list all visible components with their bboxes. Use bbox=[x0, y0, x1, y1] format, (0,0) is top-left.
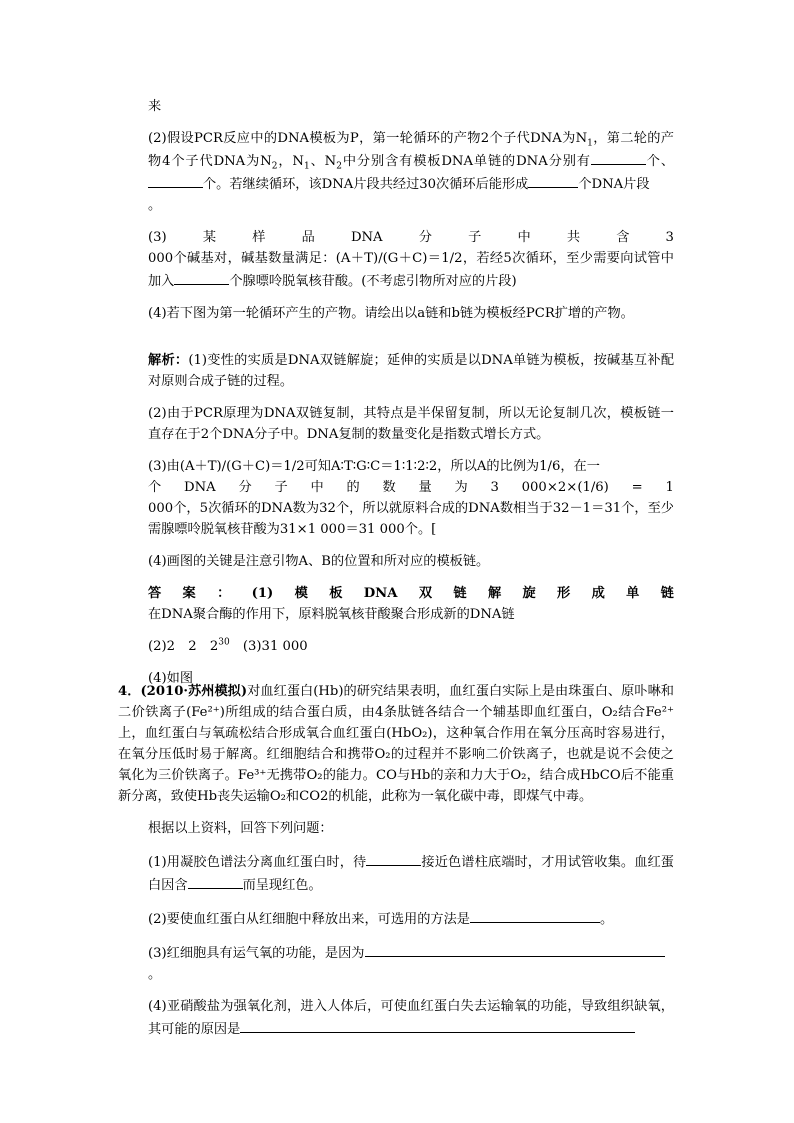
word: 分 bbox=[418, 230, 432, 245]
answer-blank[interactable] bbox=[366, 850, 421, 866]
word: 双 bbox=[418, 586, 433, 601]
q3-p2-text-d: 、N bbox=[309, 154, 337, 169]
word: 成 bbox=[591, 586, 605, 601]
word: 链 bbox=[660, 586, 674, 601]
q4-s1-text-a: (1)用凝胶色谱法分离血红蛋白时，待 bbox=[148, 855, 367, 870]
q4-s3-text-a: (3)红细胞具有运气氧的功能，是因为 bbox=[148, 946, 365, 961]
analysis-1-text: (1)变性的实质是DNA双链解旋；延伸的实质是以DNA单链为模板，按碱基互补配对原则合成子链的过程。 bbox=[148, 353, 675, 389]
q3-part-4: (4)若下图为第一轮循环产生的产物。请绘出以a链和b链为模板经PCR扩增的产物。 bbox=[148, 306, 634, 321]
word: 旋 bbox=[522, 586, 536, 601]
word: 模 bbox=[294, 586, 308, 601]
q3-p2-text-f: 个、 bbox=[645, 154, 675, 169]
word: 3 bbox=[490, 480, 499, 495]
word: = bbox=[631, 480, 643, 495]
word: 数 bbox=[382, 480, 396, 495]
word: 板 bbox=[329, 586, 343, 601]
q3-part-2 bbox=[148, 128, 674, 216]
word: DNA bbox=[363, 586, 398, 601]
q3-p3-text-b: 000个碱基对，碱基数量满足：(A＋T)/(G＋C)＝1/2，若经5次循环，至少需要向试管中加入 bbox=[148, 251, 674, 289]
word: 子 bbox=[468, 230, 482, 245]
word: 中 bbox=[310, 480, 324, 495]
question-stem-text: 对血红蛋白(Hb)的研究结果表明，血红蛋白实际上是由珠蛋白、原卟啉和二价铁离子(Fe²⁺)所组成的结合蛋白质，由4条肽链各结合一个辅基即血红蛋白，O₂结合Fe²⁺上，血红蛋白与氧疏松结合形成氧合血红蛋白(HbO₂)，这种氧合作用在氧分压高时容易进行，在氧分压低时易于解离。红细胞结合和携带O₂的过程并不影响二价铁离子，也就是说不会使之氧化为三价铁离子。Fe³⁺无携带O₂的能力。CO与Hb的亲和力大于O₂，结合成HbCO后不能重新分离，致使Hb丧失运输O₂和CO2的机能，此称为一氧化碳中毒，即煤气中毒。 bbox=[118, 684, 674, 804]
analysis-1 bbox=[148, 350, 674, 392]
exponent: 30 bbox=[218, 637, 230, 648]
word: 样 bbox=[252, 230, 266, 245]
word: 某 bbox=[202, 230, 217, 245]
q3-p2-end: 。 bbox=[148, 198, 162, 213]
analysis-3 bbox=[148, 456, 674, 540]
word: 案 bbox=[182, 586, 196, 601]
analysis-4: (4)画图的关键是注意引物A、B的位置和所对应的模板链。 bbox=[148, 554, 490, 569]
analysis-3-line-3: 000个，5次循环的DNA数为32个，所以就原料合成的DNA数相当于32－1＝31个，至少需腺嘌呤脱氧核苷酸为31×1 000＝31 000个。[ bbox=[148, 501, 674, 537]
q4-sub-4 bbox=[148, 996, 674, 1040]
answer-line-3 bbox=[148, 636, 674, 657]
q3-p2-text-e: 中分别含有模板DNA单链的DNA分别有 bbox=[341, 154, 591, 169]
word: ： bbox=[217, 586, 231, 601]
q4-s1-text-c: 而呈现红色。 bbox=[242, 878, 322, 893]
q3-p3-spread-line bbox=[148, 227, 674, 248]
word: 分 bbox=[238, 480, 252, 495]
word: 量 bbox=[418, 480, 432, 495]
analysis-2: (2)由于PCR原理为DNA双链复制，其特点是半保留复制，所以无论复制几次，模板链一直存在于2个DNA分子中。DNA复制的数量变化是指数式增长方式。 bbox=[148, 406, 674, 442]
answer-spread-line bbox=[148, 583, 674, 604]
word: 子 bbox=[274, 480, 288, 495]
answer-part-2: (2)2 2 2 bbox=[148, 639, 219, 654]
q4-s4-text-a: (4)亚硝酸盐为强氧化剂，进入人体后，可使血红蛋白失去运输氧的功能，导致组织缺氧，其可能的原因是 bbox=[148, 999, 674, 1037]
subscript-2b: 2 bbox=[336, 161, 342, 172]
word: 3 bbox=[665, 230, 674, 245]
word: 中 bbox=[517, 230, 531, 245]
q3-p2-text-g: 个。若继续循环，该DNA片段共经过30次循环后能形成 bbox=[203, 177, 529, 192]
question-4 bbox=[118, 681, 674, 1051]
subscript-2: 2 bbox=[271, 161, 278, 172]
q3-p2-text-b: ，第二轮的产物4个子代DNA为N bbox=[148, 131, 674, 169]
subscript-1: 1 bbox=[587, 138, 593, 149]
answer-blank[interactable] bbox=[188, 873, 243, 889]
word: 000×2×(1/6) bbox=[521, 480, 609, 495]
word: 形 bbox=[557, 586, 571, 601]
leading-text: 来 bbox=[148, 99, 162, 114]
q4-s2-text-b: 。 bbox=[600, 912, 614, 927]
q3-part-3 bbox=[148, 227, 674, 292]
word: 解 bbox=[487, 586, 502, 601]
answer-blank[interactable] bbox=[240, 1017, 635, 1033]
q4-stem bbox=[118, 681, 674, 807]
word: (3) bbox=[148, 230, 167, 245]
answer-line-4: (4)如图 bbox=[148, 671, 194, 686]
word: DNA bbox=[184, 480, 216, 495]
q4-prompt: 根据以上资料，回答下列问题： bbox=[148, 821, 333, 836]
word: 共 bbox=[566, 230, 581, 245]
q3-p3-text-c: 个腺嘌呤脱氧核苷酸。(不考虑引物所对应的片段) bbox=[229, 274, 517, 289]
word: 为 bbox=[454, 480, 468, 495]
answer-blank[interactable] bbox=[591, 149, 646, 165]
word: 链 bbox=[453, 586, 467, 601]
word: 品 bbox=[301, 230, 315, 245]
q4-s3-text-b: 。 bbox=[148, 967, 162, 982]
question-source: (2010·苏州模拟) bbox=[140, 684, 248, 699]
word: 单 bbox=[626, 586, 640, 601]
answer-line-2: 在DNA聚合酶的作用下，原料脱氧核苷酸聚合形成新的DNA链 bbox=[148, 607, 515, 622]
question-number: 4． bbox=[118, 684, 141, 699]
word: 个 bbox=[148, 480, 162, 495]
answer-blank[interactable] bbox=[174, 269, 229, 285]
answer-part-3: (3)31 000 bbox=[229, 639, 308, 654]
q4-sub-1 bbox=[148, 850, 674, 896]
q4-sub-2 bbox=[148, 907, 674, 930]
q3-p2-text-h: 个DNA片段 bbox=[578, 177, 650, 192]
q3-p2-text-a: (2)假设PCR反应中的DNA模板为P，第一轮循环的产物2个子代DNA为N bbox=[148, 131, 588, 146]
word: 含 bbox=[616, 230, 630, 245]
analysis-3-spread-line bbox=[148, 477, 674, 498]
q4-s1-text-b: 接近色谱柱底端时，才用试管收集。血红蛋白因含 bbox=[148, 855, 674, 893]
answer-blank[interactable] bbox=[470, 907, 600, 923]
word: DNA bbox=[350, 230, 383, 245]
analysis-label: 解析： bbox=[148, 353, 189, 368]
answer-block bbox=[148, 583, 674, 625]
word: 1 bbox=[665, 480, 674, 495]
subscript-1b: 1 bbox=[303, 161, 310, 172]
q3-p2-text-c: ，N bbox=[277, 154, 304, 169]
q4-subquestions bbox=[148, 818, 674, 1040]
word: 答 bbox=[148, 586, 162, 601]
answer-blank[interactable] bbox=[148, 172, 203, 188]
word: 的 bbox=[346, 480, 360, 495]
answer-blank[interactable] bbox=[528, 172, 578, 188]
answer-blank[interactable] bbox=[365, 941, 665, 957]
q4-sub-3 bbox=[148, 941, 674, 985]
word: (1) bbox=[251, 586, 274, 601]
q4-s2-text-a: (2)要使血红蛋白从红细胞中释放出来，可选用的方法是 bbox=[148, 912, 470, 927]
question-3-continued bbox=[148, 96, 674, 700]
analysis-3-line-1: (3)由(A＋T)/(G＋C)＝1/2可知A∶T∶G∶C＝1∶1∶2∶2，所以A的比例为1/6，在一 bbox=[148, 459, 600, 474]
